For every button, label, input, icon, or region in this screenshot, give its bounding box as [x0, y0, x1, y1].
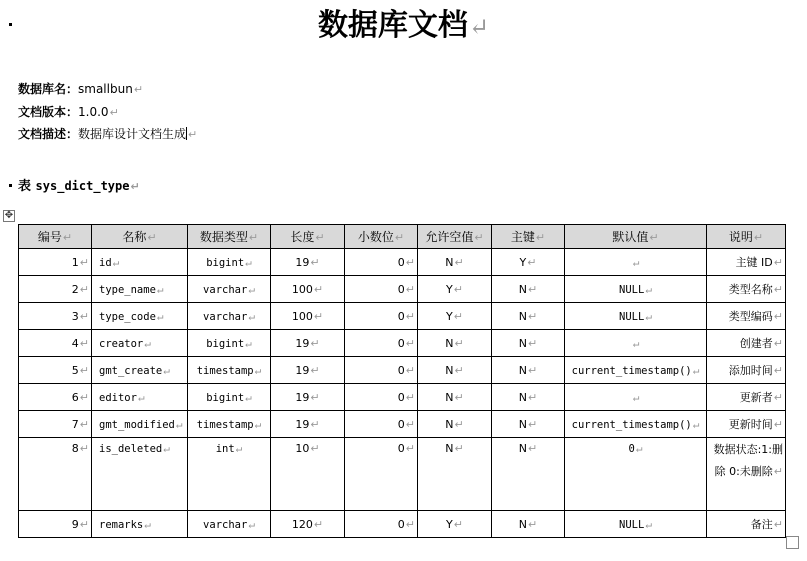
table-cell[interactable]: 19↵: [271, 411, 345, 438]
table-cell[interactable]: 添加时间↵: [707, 357, 786, 384]
meta-document-version[interactable]: 文档版本：1.0.0↵: [18, 105, 119, 119]
column-header[interactable]: 长度↵: [271, 225, 345, 249]
table-cell[interactable]: 数据状态:1:删除 0:未删除↵: [707, 438, 786, 511]
table-move-handle-icon[interactable]: ✥: [4, 210, 14, 221]
table-cell[interactable]: 主键 ID↵: [707, 249, 786, 276]
table-cell[interactable]: N↵: [492, 411, 565, 438]
meta-document-description[interactable]: 文档描述：数据库设计文档生成 ↵: [18, 127, 198, 141]
table-cell[interactable]: 10↵: [271, 438, 345, 511]
table-row: [19, 303, 786, 330]
column-header[interactable]: 默认值↵: [565, 225, 707, 249]
table-row: [19, 384, 786, 411]
table-cell[interactable]: 19↵: [271, 249, 345, 276]
table-cell[interactable]: timestamp↵: [188, 411, 271, 438]
table-header-row: [19, 225, 786, 249]
table-cell[interactable]: N↵: [418, 438, 492, 511]
table-cell[interactable]: gmt_create↵: [92, 357, 188, 384]
table-cell[interactable]: remarks↵: [92, 511, 188, 538]
table-cell[interactable]: 0↵: [345, 511, 418, 538]
table-cell[interactable]: N↵: [492, 330, 565, 357]
meta-database-name[interactable]: 数据库名：smallbun↵: [18, 82, 144, 96]
column-header[interactable]: 数据类型↵: [188, 225, 271, 249]
table-cell[interactable]: timestamp↵: [188, 357, 271, 384]
table-cell[interactable]: bigint↵: [188, 249, 271, 276]
column-header[interactable]: 允许空值↵: [418, 225, 492, 249]
table-cell[interactable]: 3↵: [19, 303, 92, 330]
table-cell[interactable]: Y↵: [418, 276, 492, 303]
table-cell[interactable]: int↵: [188, 438, 271, 511]
table-cell[interactable]: varchar↵: [188, 303, 271, 330]
table-cell[interactable]: varchar↵: [188, 511, 271, 538]
table-cell[interactable]: 0↵: [345, 384, 418, 411]
table-cell[interactable]: 4↵: [19, 330, 92, 357]
table-row: [19, 249, 786, 276]
table-cell[interactable]: NULL↵: [565, 276, 707, 303]
bullet-mark: [9, 184, 12, 187]
table-cell[interactable]: 9↵: [19, 511, 92, 538]
table-cell[interactable]: 8↵: [19, 438, 92, 511]
table-row: [19, 411, 786, 438]
table-heading[interactable]: 表 sys_dict_type↵: [18, 179, 140, 194]
table-cell[interactable]: 19↵: [271, 384, 345, 411]
column-header[interactable]: 编号↵: [19, 225, 92, 249]
table-cell[interactable]: Y↵: [418, 511, 492, 538]
table-cell[interactable]: ↵: [565, 249, 707, 276]
table-cell[interactable]: 0↵: [345, 330, 418, 357]
table-cell[interactable]: 0↵: [345, 303, 418, 330]
table-cell[interactable]: 0↵: [345, 438, 418, 511]
table-cell[interactable]: 6↵: [19, 384, 92, 411]
table-cell[interactable]: N↵: [492, 357, 565, 384]
table-cell[interactable]: creator↵: [92, 330, 188, 357]
table-cell[interactable]: ↵: [565, 384, 707, 411]
table-cell[interactable]: NULL↵: [565, 511, 707, 538]
table-cell[interactable]: 创建者↵: [707, 330, 786, 357]
column-header[interactable]: 说明↵: [707, 225, 786, 249]
table-cell[interactable]: N↵: [418, 384, 492, 411]
table-cell[interactable]: Y↵: [492, 249, 565, 276]
table-cell[interactable]: N↵: [418, 330, 492, 357]
table-cell[interactable]: 19↵: [271, 330, 345, 357]
table-cell[interactable]: N↵: [492, 384, 565, 411]
table-cell[interactable]: 0↵: [345, 411, 418, 438]
table-cell[interactable]: Y↵: [418, 303, 492, 330]
table-cell[interactable]: 更新者↵: [707, 384, 786, 411]
table-cell[interactable]: is_deleted↵: [92, 438, 188, 511]
table-row: [19, 511, 786, 538]
table-cell[interactable]: id↵: [92, 249, 188, 276]
table-cell[interactable]: 0↵: [345, 249, 418, 276]
table-row: [19, 438, 786, 511]
table-cell[interactable]: current_timestamp()↵: [565, 411, 707, 438]
table-cell[interactable]: 5↵: [19, 357, 92, 384]
table-cell[interactable]: current_timestamp()↵: [565, 357, 707, 384]
table-cell[interactable]: bigint↵: [188, 384, 271, 411]
table-resize-handle[interactable]: [786, 536, 799, 549]
table-cell[interactable]: ↵: [565, 330, 707, 357]
table-cell[interactable]: 100↵: [271, 303, 345, 330]
column-header[interactable]: 小数位↵: [345, 225, 418, 249]
table-cell[interactable]: bigint↵: [188, 330, 271, 357]
table-cell[interactable]: 0↵: [345, 357, 418, 384]
table-cell[interactable]: NULL↵: [565, 303, 707, 330]
table-row: [19, 276, 786, 303]
table-cell[interactable]: type_code↵: [92, 303, 188, 330]
table-cell[interactable]: N↵: [492, 303, 565, 330]
table-cell[interactable]: 类型名称↵: [707, 276, 786, 303]
table-cell[interactable]: 备注↵: [707, 511, 786, 538]
table-row: [19, 330, 786, 357]
text-cursor: [186, 127, 187, 140]
table-cell[interactable]: varchar↵: [188, 276, 271, 303]
table-cell[interactable]: N↵: [418, 249, 492, 276]
table-cell[interactable]: editor↵: [92, 384, 188, 411]
document-title[interactable]: 数据库文档↵: [317, 8, 490, 43]
column-header[interactable]: 名称↵: [92, 225, 188, 249]
table-cell[interactable]: N↵: [418, 357, 492, 384]
table-cell[interactable]: N↵: [492, 438, 565, 511]
column-header[interactable]: 主键↵: [492, 225, 565, 249]
table-cell[interactable]: 120↵: [271, 511, 345, 538]
table-cell[interactable]: 类型编码↵: [707, 303, 786, 330]
table-row: [19, 357, 786, 384]
table-cell[interactable]: N↵: [492, 276, 565, 303]
columns-table: [18, 224, 786, 538]
table-cell[interactable]: 19↵: [271, 357, 345, 384]
table-cell[interactable]: 1↵: [19, 249, 92, 276]
table-cell[interactable]: 2↵: [19, 276, 92, 303]
table-cell[interactable]: gmt_modified↵: [92, 411, 188, 438]
table-cell[interactable]: N↵: [492, 511, 565, 538]
table-cell[interactable]: 0↵: [565, 438, 707, 511]
table-cell[interactable]: 100↵: [271, 276, 345, 303]
table-cell[interactable]: 更新时间↵: [707, 411, 786, 438]
table-cell[interactable]: type_name↵: [92, 276, 188, 303]
table-cell[interactable]: 7↵: [19, 411, 92, 438]
table-cell[interactable]: 0↵: [345, 276, 418, 303]
table-cell[interactable]: N↵: [418, 411, 492, 438]
